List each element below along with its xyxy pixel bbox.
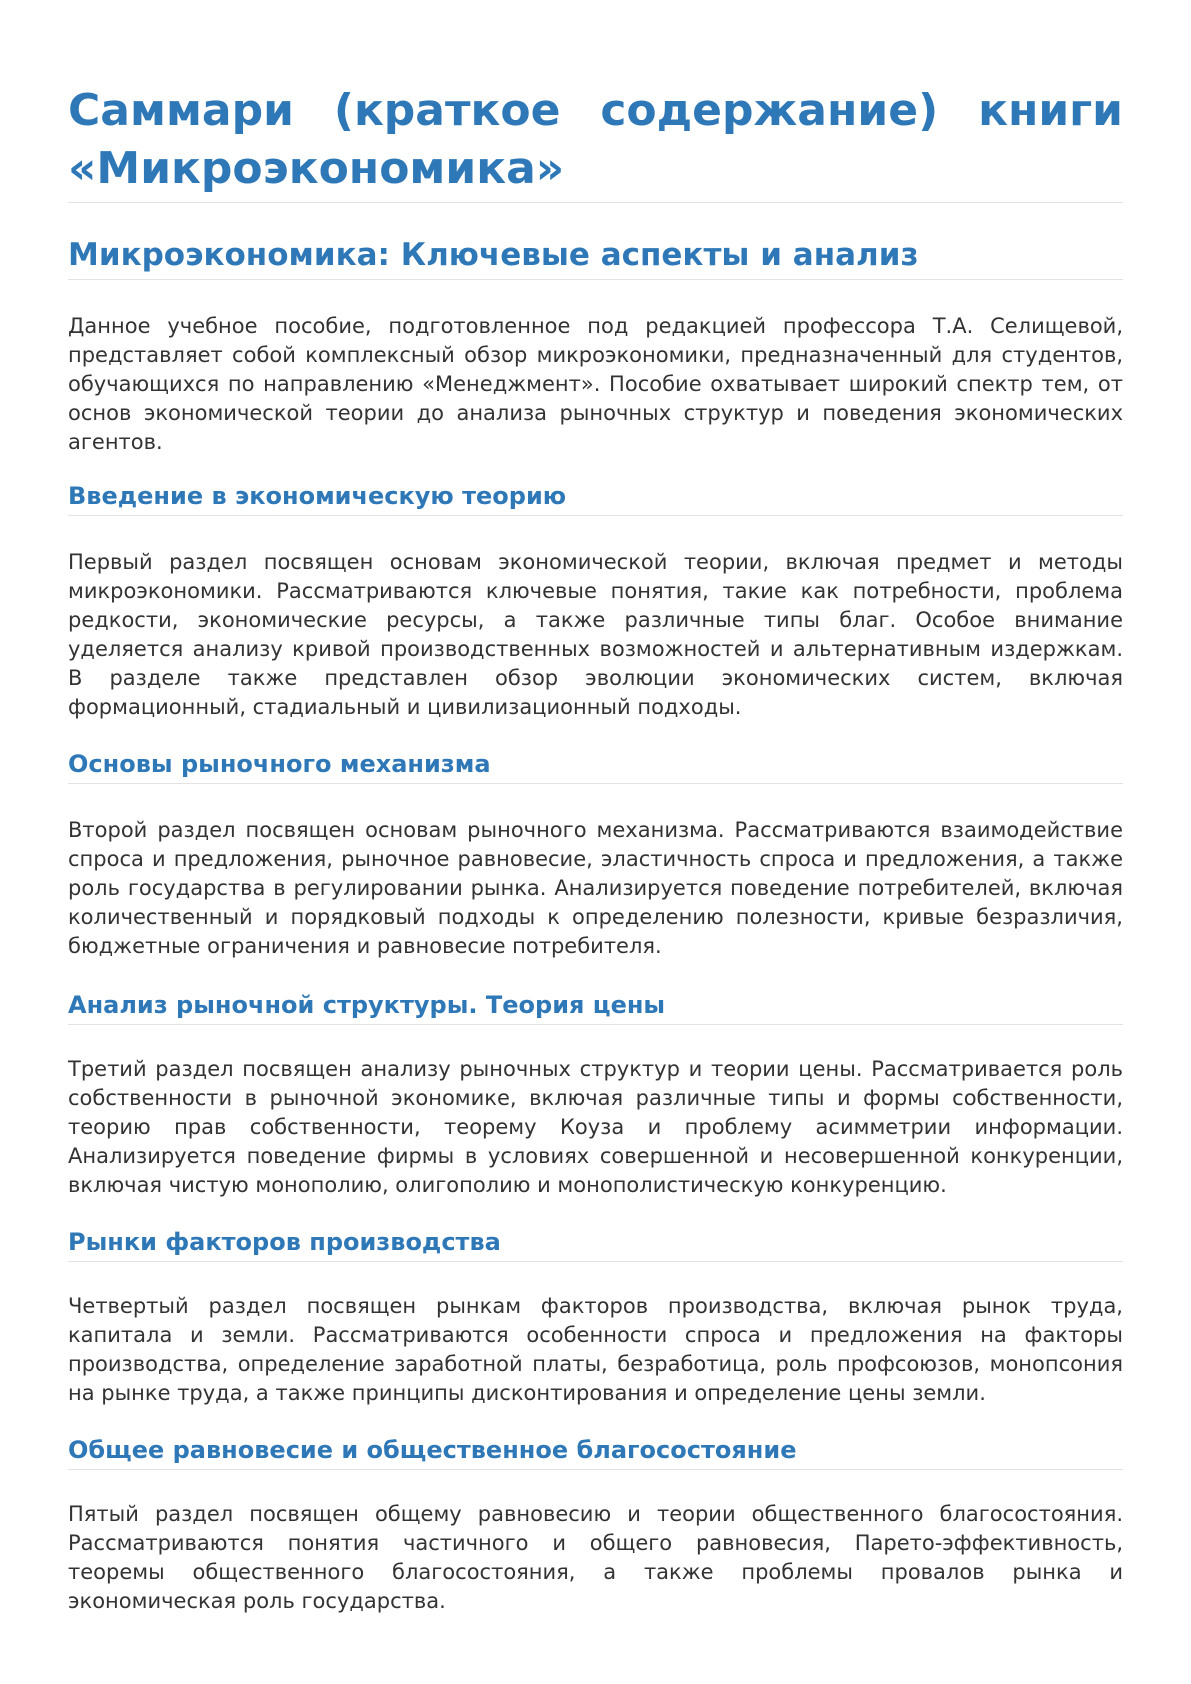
section-paragraph: Второй раздел посвящен основам рыночного механизма. Рассматриваются взаимодействие спроса и предложения, рыночное равновесие, эластичность спроса и предложения, а также роль государства в регулировании рынка. Анализируется поведение потребителей, включая количественный и порядковый подходы к определению полезности, кривые безразличия, бюджетные ограничения и равновесие потребителя. [68,818,1123,958]
section-paragraph: Пятый раздел посвящен общему равновесию и теории общественного благосостояния. Рассматриваются понятия частичного и общего равновесия, Парето-эффективность, теоремы общественного благосостояния, а также проблемы провалов рынка и экономическая роль государства. [68,1502,1123,1613]
section-paragraph: Третий раздел посвящен анализу рыночных структур и теории цены. Рассматривается роль собственности в рыночной экономике, включая различные типы и формы собственности, теорию прав собственности, теорему Коуза и проблему асимметрии информации. Анализируется поведение фирмы в условиях совершенной и несовершенной конкуренции, включая чистую монополию, олигополию и монополистическую конкуренцию. [68,1057,1123,1197]
section-heading: Основы рыночного механизма [68,747,1123,784]
section-paragraph: Первый раздел посвящен основам экономической теории, включая предмет и методы микроэкономики. Рассматриваются ключевые понятия, такие как потребности, проблема редкости, экономические ресурсы, а также различные типы благ. Особое внимание уделяется анализу кривой производственных возможностей и альтернативным издержкам. В разделе также представлен обзор эволюции экономических систем, включая формационный, стадиальный и цивилизационный подходы. [68,550,1123,719]
section-heading: Рынки факторов производства [68,1225,1123,1262]
section-heading: Общее равновесие и общественное благосостояние [68,1433,1123,1470]
document-page [68,82,1123,1616]
section-general-equilibrium [68,1433,1123,1616]
section-market-structure [68,988,1123,1200]
document-subtitle: Микроэкономика: Ключевые аспекты и анализ [68,233,1123,280]
section-paragraph: Четвертый раздел посвящен рынкам факторов производства, включая рынок труда, капитала и земли. Рассматриваются особенности спроса и предложения на факторы производства, определение заработной платы, безработица, роль профсоюзов, монопсония на рынке труда, а также принципы дисконтирования и определение цены земли. [68,1294,1123,1405]
section-factor-markets [68,1225,1123,1408]
document-title: Саммари (краткое содержание) книги «Микроэкономика» [68,82,1123,203]
section-introduction [68,479,1123,722]
section-heading: Анализ рыночной структуры. Теория цены [68,988,1123,1025]
intro-paragraph: Данное учебное пособие, подготовленное под редакцией профессора Т.А. Селищевой, представляет собой комплексный обзор микроэкономики, предназначенный для студентов, обучающихся по направлению «Менеджмент». Пособие охватывает широкий спектр тем, от основ экономической теории до анализа рыночных структур и поведения экономических агентов. [68,314,1123,454]
section-market-mechanism [68,747,1123,961]
section-heading: Введение в экономическую теорию [68,479,1123,516]
